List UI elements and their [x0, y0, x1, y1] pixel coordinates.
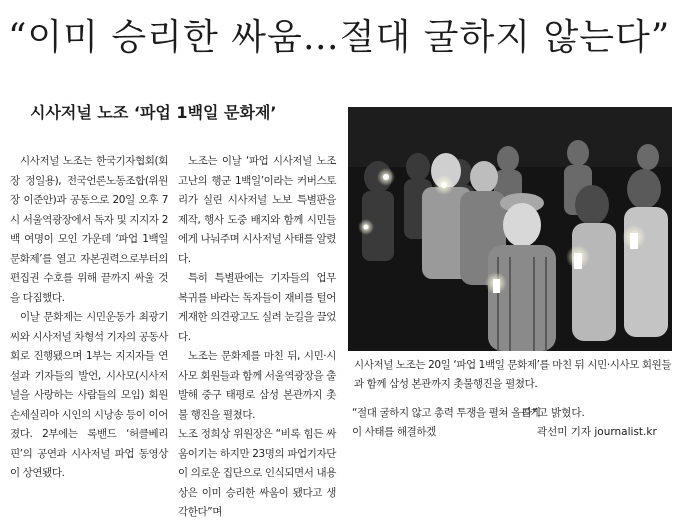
- subheadline: 시사저널 노조 ‘파업 1백일 문화제’: [30, 103, 277, 122]
- article-column-2: [178, 152, 336, 523]
- photo-illustration: [348, 107, 672, 351]
- closing-quote-end: 다”고 밝혔다.: [522, 407, 585, 419]
- photo-caption: 시사저널 노조는 20일 ‘파업 1백일 문화제’를 마친 뒤 시민·시사모 회원들과 함께 삼성 본관까지 촛불행진을 펼쳤다.: [354, 359, 672, 390]
- byline: 곽선미 기자 journalist.kr: [537, 426, 657, 438]
- paragraph: 이날 문화제는 시민운동가 최광기씨와 시사저널 차형석 기자의 공동사회로 진행됐으며 1부는 지지자들 연설과 기자들의 발언, 시사모(시사저널을 사랑하는 사람들의 모임) 회원 손세실리아 시인의 시낭송 등이 이어졌다. 2부에는 록밴드 ‘허클베리핀’의 공연과 시사저널 파업 동영상이 상연됐다.: [10, 311, 168, 479]
- candlelight-march-photo: [348, 107, 672, 351]
- paragraph: 특히 특별판에는 기자들의 업무 복귀를 바라는 독자들이 재비를 털어 게재한 의견광고도 실려 눈길을 끌었다.: [178, 272, 336, 343]
- paragraph: 노조는 문화제를 마친 뒤, 시민·시사모 회원들과 함께 서울역광장을 출발해 중구 태평로 삼성 본관까지 촛불 행진을 펼쳤다.: [178, 350, 336, 421]
- paragraph: 노조 정희상 위원장은 “비록 힘든 싸움이기는 하지만 23명의 파업기자단이 의로운 집단으로 인식되면서 내용상은 이미 승리한 싸움이 됐다고 생각한다”며: [178, 428, 336, 518]
- paragraph: 노조는 이날 ‘파업 시사저널 노조 고난의 행군 1백일’이라는 커버스토리가 실린 시사저널 노보 특별판을 제작, 행사 도중 배지와 함께 시민들에게 나눠주며 시사저널 사태를 알렸다.: [178, 155, 336, 265]
- headline: “이미 승리한 싸움…절대 굴하지 않는다”: [8, 17, 671, 58]
- article-column-1: [10, 152, 168, 484]
- closing-quote: “절대 굴하지 않고 총력 투쟁을 펼쳐 올곧게 이 사태를 해결하겠: [352, 407, 541, 438]
- paragraph: 시사저널 노조는 한국기자협회(회장 정일용), 전국언론노동조합(위원장 이준안)과 공동으로 20일 오후 7시 서울역광장에서 독자 및 지지자 2백 여명이 모인 가운데 ‘파업 1백일 문화제’를 열고 자본권력으로부터의 편집권 수호를 위해 끝까지 싸울 것을 다짐했다.: [10, 155, 168, 304]
